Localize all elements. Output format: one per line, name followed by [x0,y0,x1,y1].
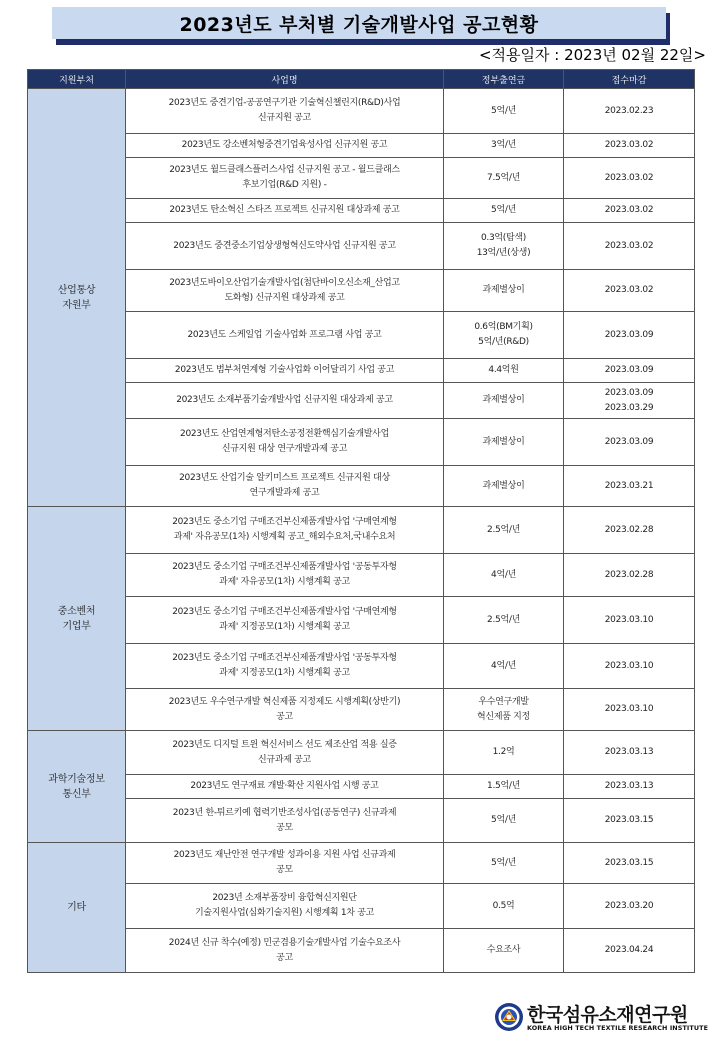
deadline-cell: 2023.03.13 [564,775,695,799]
gov-funding-cell: 5억/년 [444,89,564,134]
table-row [28,383,695,419]
deadline-cell: 2023.03.09 [564,419,695,466]
table-row [28,843,695,884]
deadline-cell: 2023.03.02 [564,134,695,158]
page-title: 2023년도 부처별 기술개발사업 공고현황 [52,7,666,39]
program-name-cell: 2023년도 연구재료 개발·확산 지원사업 시행 공고 [126,775,444,799]
table-header-row [28,70,695,89]
table-row [28,775,695,799]
program-name-cell: 2023년도 범부처연계형 기술사업화 이어달리기 사업 공고 [126,359,444,383]
gov-funding-cell: 4억/년 [444,644,564,689]
deadline-cell: 2023.03.02 [564,199,695,223]
gov-funding-cell: 2.5억/년 [444,597,564,644]
program-name-cell: 2023년도 중견중소기업상생형혁신도약사업 신규지원 공고 [126,223,444,270]
table-row [28,554,695,597]
program-name-cell: 2023년도바이오산업기술개발사업(첨단바이오신소재_산업고 도화형) 신규지원 대상과제 공고 [126,270,444,312]
gov-funding-cell: 1.2억 [444,731,564,775]
gov-funding-cell: 5억/년 [444,843,564,884]
deadline-cell: 2023.03.02 [564,223,695,270]
table-row [28,89,695,134]
gov-funding-cell: 2.5억/년 [444,507,564,554]
gov-funding-cell: 5억/년 [444,799,564,843]
institute-logo [494,1000,714,1036]
table-row [28,419,695,466]
deadline-cell: 2023.03.02 [564,158,695,199]
gov-funding-cell: 0.5억 [444,884,564,929]
dept-cell: 과학기술정보 통신부 [28,731,126,843]
program-name-cell: 2023년도 강소벤처형중견기업육성사업 신규지원 공고 [126,134,444,158]
deadline-cell: 2023.02.28 [564,507,695,554]
deadline-cell: 2023.02.28 [564,554,695,597]
institute-english-name: KOREA HIGH TECH TEXTILE RESEARCH INSTITUTE [527,1024,709,1032]
program-name-cell: 2023년도 스케일업 기술사업화 프로그램 사업 공고 [126,312,444,359]
program-name-cell: 2023년도 중소기업 구매조건부신제품개발사업 '구매연계형 과제' 지정공모(1차) 시행계획 공고 [126,597,444,644]
program-name-cell: 2023년도 중견기업-공공연구기관 기술혁신챌린지(R&D)사업 신규지원 공고 [126,89,444,134]
program-name-cell: 2023년도 디지털 트윈 혁신서비스 선도 제조산업 적용 실증 신규과제 공고 [126,731,444,775]
deadline-cell: 2023.03.09 [564,312,695,359]
table-row [28,929,695,973]
table-row [28,644,695,689]
header-dept: 지원부처 [28,70,126,89]
table-row [28,158,695,199]
gov-funding-cell: 0.3억(탐색) 13억/년(상생) [444,223,564,270]
apply-date: <적용일자 : 2023년 02월 22일> [478,46,706,64]
deadline-cell: 2023.03.13 [564,731,695,775]
deadline-cell: 2023.02.23 [564,89,695,134]
program-name-cell: 2023년도 우수연구개발 혁신제품 지정제도 시행계획(상반기) 공고 [126,689,444,731]
title-banner [52,7,666,43]
table-row [28,199,695,223]
table-body [28,89,695,973]
deadline-cell: 2023.04.24 [564,929,695,973]
deadline-cell: 2023.03.20 [564,884,695,929]
announcement-table [27,69,695,973]
table-row [28,731,695,775]
gov-funding-cell: 4.4억원 [444,359,564,383]
deadline-cell: 2023.03.21 [564,466,695,507]
header-deadline: 접수마감 [564,70,695,89]
gov-funding-cell: 0.6억(BM기획) 5억/년(R&D) [444,312,564,359]
deadline-cell: 2023.03.09 2023.03.29 [564,383,695,419]
table-row [28,312,695,359]
gov-funding-cell: 과제별상이 [444,466,564,507]
gov-funding-cell: 5억/년 [444,199,564,223]
gov-funding-cell: 과제별상이 [444,270,564,312]
header-program-name: 사업명 [126,70,444,89]
dept-cell: 기타 [28,843,126,973]
institute-name: 한국섬유소재연구원 [527,1004,688,1026]
table-row [28,270,695,312]
program-name-cell: 2023년도 소재부품기술개발사업 신규지원 대상과제 공고 [126,383,444,419]
dept-cell: 산업통상 자원부 [28,89,126,507]
program-name-cell: 2023년도 중소기업 구매조건부신제품개발사업 '구매연계형 과제' 자유공모(1차) 시행계획 공고_해외수요처,국내수요처 [126,507,444,554]
table-row [28,689,695,731]
program-name-cell: 2023년도 산업기술 알키미스트 프로젝트 신규지원 대상 연구개발과제 공고 [126,466,444,507]
table-row [28,884,695,929]
institute-emblem-icon [494,1002,524,1032]
table-row [28,359,695,383]
deadline-cell: 2023.03.02 [564,270,695,312]
table-row [28,223,695,270]
program-name-cell: 2023년 소재부품장비 융합혁신지원단 기술지원사업(심화기술지원) 시행계획 1차 공고 [126,884,444,929]
dept-cell: 중소벤처 기업부 [28,507,126,731]
gov-funding-cell: 과제별상이 [444,419,564,466]
gov-funding-cell: 우수연구개발 혁신제품 지정 [444,689,564,731]
program-name-cell: 2023년 한-튀르키예 협력기반조성사업(공동연구) 신규과제 공모 [126,799,444,843]
program-name-cell: 2023년도 중소기업 구매조건부신제품개발사업 '공동투자형 과제' 자유공모(1차) 시행계획 공고 [126,554,444,597]
gov-funding-cell: 4억/년 [444,554,564,597]
program-name-cell: 2023년도 중소기업 구매조건부신제품개발사업 '공동투자형 과제' 지정공모(1차) 시행계획 공고 [126,644,444,689]
deadline-cell: 2023.03.09 [564,359,695,383]
program-name-cell: 2024년 신규 착수(예정) 민군겸용기술개발사업 기술수요조사 공고 [126,929,444,973]
gov-funding-cell: 수요조사 [444,929,564,973]
deadline-cell: 2023.03.10 [564,644,695,689]
program-name-cell: 2023년도 탄소혁신 스타즈 프로젝트 신규지원 대상과제 공고 [126,199,444,223]
gov-funding-cell: 3억/년 [444,134,564,158]
gov-funding-cell: 1.5억/년 [444,775,564,799]
program-name-cell: 2023년도 재난안전 연구개발 성과이용 지원 사업 신규과제 공모 [126,843,444,884]
table-row [28,507,695,554]
gov-funding-cell: 7.5억/년 [444,158,564,199]
program-name-cell: 2023년도 월드클래스플러스사업 신규지원 공고 - 월드클래스 후보기업(R&D 지원) - [126,158,444,199]
table-row [28,466,695,507]
deadline-cell: 2023.03.15 [564,799,695,843]
deadline-cell: 2023.03.15 [564,843,695,884]
table-row [28,597,695,644]
program-name-cell: 2023년도 산업연계형저탄소공정전환핵심기술개발사업 신규지원 대상 연구개발과제 공고 [126,419,444,466]
gov-funding-cell: 과제별상이 [444,383,564,419]
deadline-cell: 2023.03.10 [564,689,695,731]
table-row [28,799,695,843]
header-gov-funding: 정부출연금 [444,70,564,89]
table-row [28,134,695,158]
deadline-cell: 2023.03.10 [564,597,695,644]
